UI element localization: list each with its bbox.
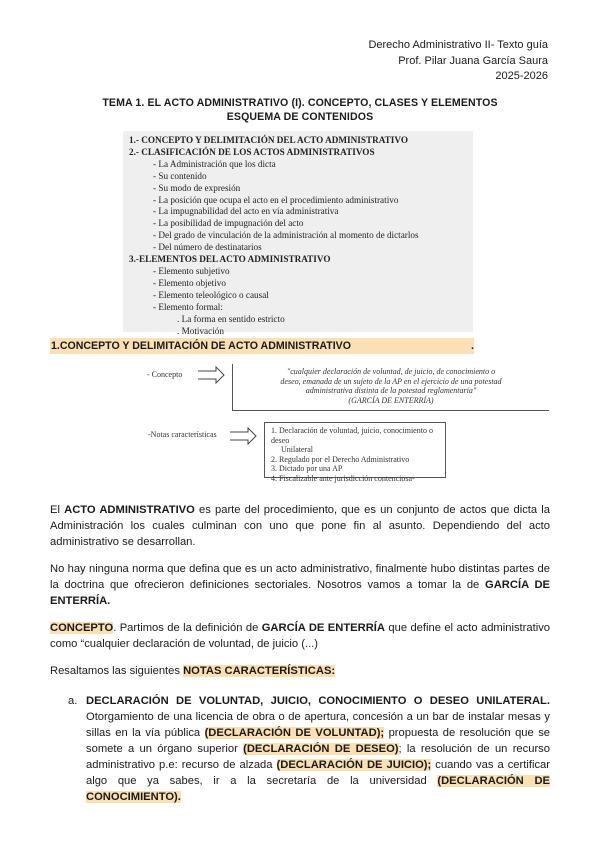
scheme-item: - Su modo de expresión [153, 182, 241, 193]
notas-label: -Notas características [148, 430, 217, 439]
scheme-title: ESQUEMA DE CONTENIDOS [226, 111, 374, 123]
paragraph-notas [50, 663, 550, 679]
scheme-section-1: 1.- CONCEPTO Y DELIMITACIÓN DEL ACTO ADMINISTRATIVO [129, 135, 408, 145]
notas-box [264, 422, 446, 483]
highlighted-term: NOTAS CARACTERÍSTICAS: [183, 665, 336, 677]
highlighted-term: (DECLARACIÓN DE JUICIO); [276, 759, 432, 771]
scheme-item: - Su contenido [153, 170, 207, 181]
text: es parte del procedimiento, que es un conjunto de actos que dicta la Administración los cuales culminan con uno que pone fin al asunto. Dependiendo del acto administrativo se desarrollan. [50, 504, 550, 548]
nota-item: 3. Dictado por una AP [271, 464, 343, 474]
nota-item: 2. Regulado por el Derecho Administrativo [271, 454, 410, 464]
highlighted-term: CONCEPTO [50, 622, 114, 634]
text: cuando vas a certificar algo que ya sabes, ir a la secretaría de la universidad [86, 759, 550, 787]
highlighted-term: (DECLARACIÓN DE DESEO) [243, 743, 399, 755]
course-title: Derecho Administrativo II- Texto guía [368, 39, 548, 51]
scheme-item: - La impugnabilidad del acto en vía administrativa [153, 206, 339, 217]
scheme-item: - La posición que ocupa el acto en el procedimiento administrativo [153, 194, 399, 205]
scheme-item: - Elemento formal: [153, 301, 223, 312]
scheme-subitem: . La forma en sentido estricto [177, 313, 285, 324]
paragraph-concepto [50, 620, 550, 652]
list-item [60, 693, 550, 805]
bold-term: ACTO ADMINISTRATIVO [64, 504, 195, 516]
text: Otorgamiento de una licencia de obra o de apertura, concesión a un bar de instalar mesas y sillas en la vía pública [86, 711, 550, 739]
concepto-box [232, 364, 549, 411]
scheme-item: - Del grado de vinculación de la administración al momento de dictarlos [153, 230, 419, 241]
paragraph-definition [50, 502, 550, 550]
section-heading-1 [50, 338, 474, 354]
highlighted-term: (DECLARACIÓN DE CONOCIMIENTO). [86, 775, 550, 803]
bold-term: DECLARACIÓN DE VOLUNTAD, JUICIO, CONOCIMIENTO O DESEO UNILATERAL. [86, 695, 550, 707]
content-scheme [123, 131, 473, 336]
text: Resaltamos las siguientes [50, 665, 184, 677]
nota-item: Unilateral [281, 445, 313, 455]
scheme-section-2: 2.- CLASIFICACIÓN DE LOS ACTOS ADMINISTRATIVOS [129, 146, 375, 157]
concepto-quote-line: "cualquier declaración de voluntad, de juicio, de conocimiento o [286, 367, 496, 376]
scheme-item: - Elemento subjetivo [153, 265, 230, 276]
text: No hay ninguna norma que defina que es un acto administrativo, finalmente hubo distintas partes de la doctrina que ofrecieron definiciones sectoriales. Nosotros vamos a tomar la de [50, 563, 550, 591]
bold-term: GARCÍA DE ENTERRÍA. [50, 579, 550, 607]
concepto-quote-line: deseo, emanada de un sujeto de la AP en el ejercicio de una potestad [280, 376, 502, 386]
section-heading-text: 1.CONCEPTO Y DELIMITACIÓN DE ACTO ADMINISTRATIVO [51, 340, 351, 352]
scheme-item: - Elemento teleológico o causal [153, 289, 269, 300]
arrow-right-icon [196, 366, 226, 384]
bold-term: GARCÍA DE ENTERRÍA [261, 622, 385, 634]
scheme-section-3: 3.-ELEMENTOS DEL ACTO ADMINISTRATIVO [129, 254, 331, 265]
highlighted-term: (DECLARACIÓN DE VOLUNTAD); [204, 727, 385, 739]
page-title [0, 96, 600, 124]
section-heading-dot: . [471, 340, 474, 352]
scheme-item: - Elemento objetivo [153, 277, 226, 288]
nota-item: 4. Fiscalizable ante jurisdicción contenciosa- [271, 473, 415, 483]
document-header [368, 38, 548, 85]
text: ; la resolución de un recurso administrativo p.e: recurso de alzada [86, 743, 550, 771]
professor-name: Prof. Pilar Juana García Saura [398, 54, 548, 67]
text: . Partimos de la definición de [113, 622, 262, 634]
text: que define el acto administrativo como “cualquier declaración de voluntad, de juicio (...) [50, 622, 551, 650]
scheme-item: - La posibilidad de impugnación del acto [153, 218, 304, 229]
scheme-subitem: . Motivación [177, 325, 224, 336]
academic-year: 2025-2026 [495, 70, 548, 82]
text: propuesta de resolución que se somete a un órgano superior [86, 727, 551, 755]
concepto-quote-author: (GARCÍA DE ENTERRÍA) [348, 395, 434, 405]
concepto-quote-line: administrativa distinta de la potestad reglamentaria" [305, 386, 477, 396]
concepto-label: - Concepto [147, 370, 183, 379]
topic-title: TEMA 1. EL ACTO ADMINISTRATIVO (I). CONCEPTO, CLASES Y ELEMENTOS [102, 97, 498, 109]
nota-item: 1. Declaración de voluntad, juicio, conocimiento o deseo [271, 426, 433, 445]
scheme-item: - La Administración que los dicta [153, 158, 276, 169]
text: El [50, 504, 65, 516]
scheme-item: - Del número de destinatarios [153, 242, 262, 253]
arrow-right-icon [228, 427, 258, 445]
list-marker: a. [68, 695, 78, 707]
paragraph-doctrine [50, 561, 550, 609]
